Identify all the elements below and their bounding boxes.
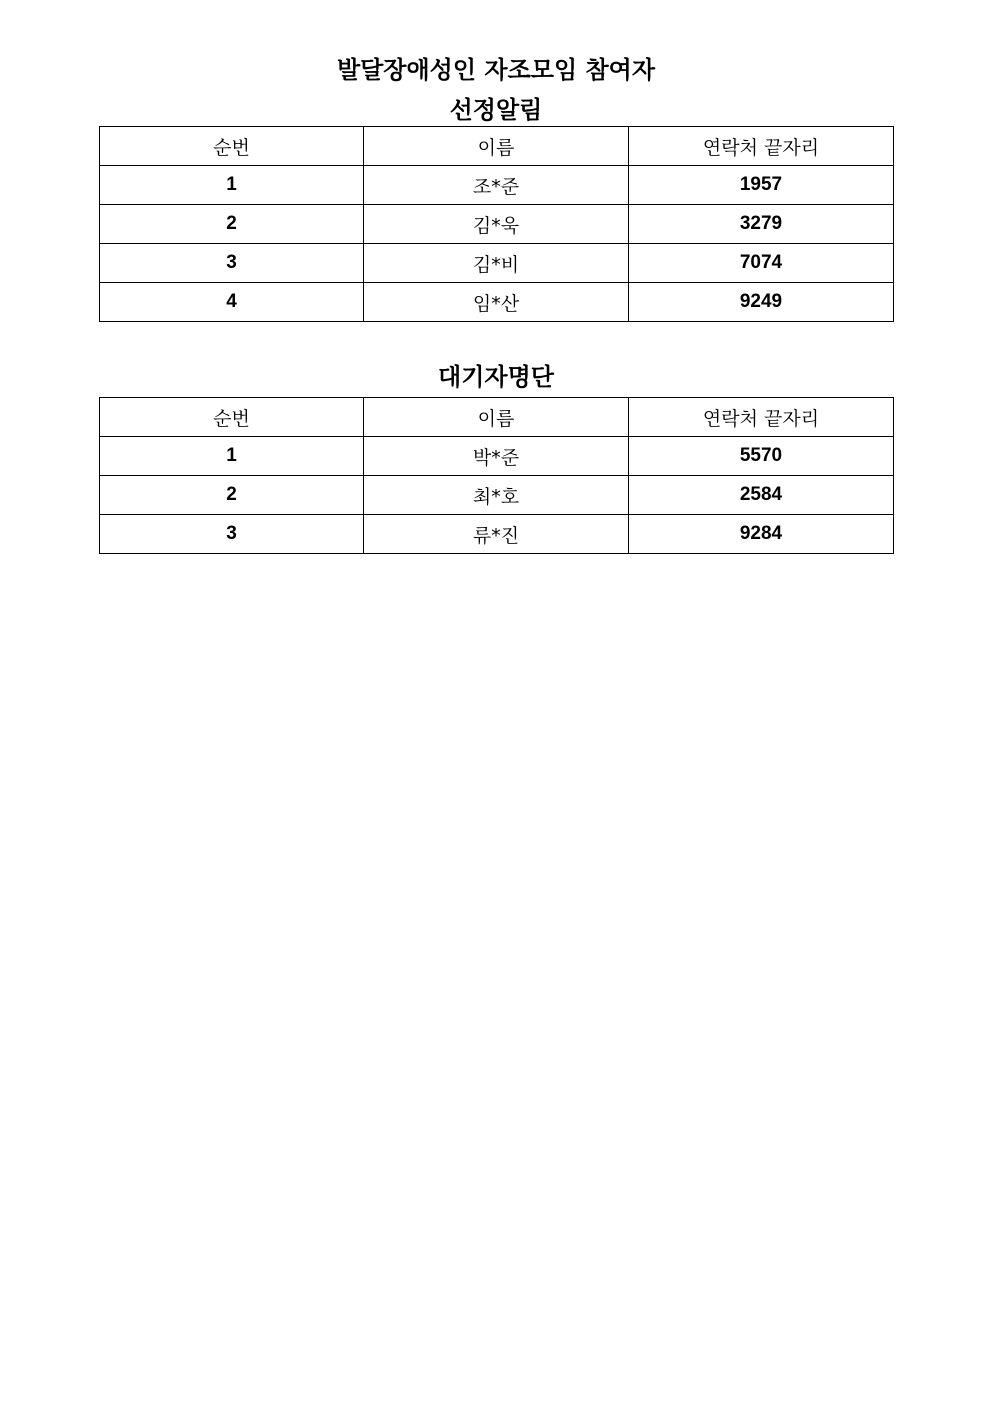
row-phone: 5570	[629, 437, 894, 476]
row-phone: 9249	[629, 283, 894, 322]
row-name: 임*산	[364, 283, 629, 322]
row-number: 1	[100, 437, 364, 476]
table-header-row	[100, 127, 894, 166]
row-number: 2	[100, 476, 364, 515]
row-name: 김*욱	[364, 205, 629, 244]
table-row	[100, 515, 894, 554]
table-row	[100, 205, 894, 244]
row-name: 김*비	[364, 244, 629, 283]
header-name: 이름	[364, 398, 629, 437]
row-number: 3	[100, 515, 364, 554]
row-name: 박*준	[364, 437, 629, 476]
row-number: 1	[100, 166, 364, 205]
table-row	[100, 437, 894, 476]
header-name: 이름	[364, 127, 629, 166]
row-phone: 1957	[629, 166, 894, 205]
row-name: 조*준	[364, 166, 629, 205]
row-phone: 2584	[629, 476, 894, 515]
row-phone: 9284	[629, 515, 894, 554]
row-number: 2	[100, 205, 364, 244]
table-header-row	[100, 398, 894, 437]
page-title: 발달장애성인 자조모임 참여자	[336, 56, 656, 84]
header-phone: 연락처 끝자리	[629, 127, 894, 166]
row-phone: 7074	[629, 244, 894, 283]
table-row	[100, 166, 894, 205]
row-number: 4	[100, 283, 364, 322]
table-row	[100, 244, 894, 283]
header-phone: 연락처 끝자리	[629, 398, 894, 437]
row-name: 류*진	[364, 515, 629, 554]
waitlist-table	[99, 397, 894, 554]
header-number: 순번	[100, 127, 364, 166]
row-number: 3	[100, 244, 364, 283]
selected-table	[99, 126, 894, 322]
waitlist-title: 대기자명단	[438, 363, 554, 391]
table-row	[100, 283, 894, 322]
page-subtitle: 선정알림	[449, 96, 543, 124]
row-phone: 3279	[629, 205, 894, 244]
header-number: 순번	[100, 398, 364, 437]
table-row	[100, 476, 894, 515]
row-name: 최*호	[364, 476, 629, 515]
